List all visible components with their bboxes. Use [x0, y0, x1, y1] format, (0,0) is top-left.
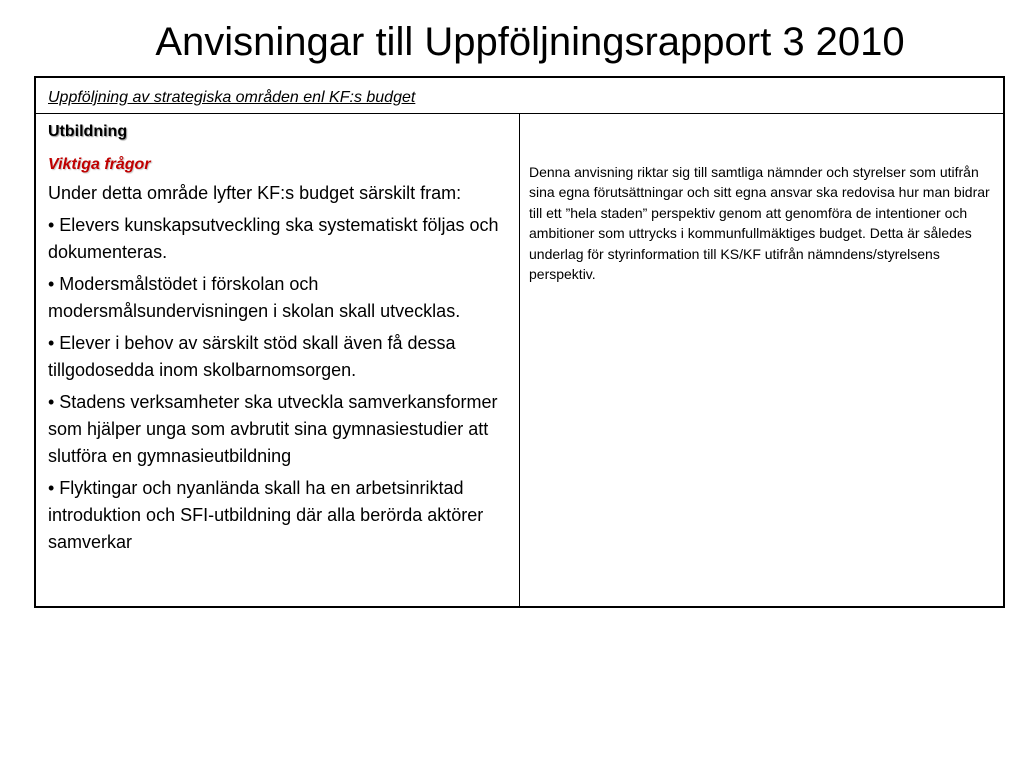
intro-text: Under detta område lyfter KF:s budget särskilt fram: — [48, 182, 462, 203]
table-header-row — [35, 77, 1004, 113]
bullet-list — [48, 212, 509, 556]
page-title: Anvisningar till Uppföljningsrapport 3 2010 — [155, 20, 905, 64]
guidance-table — [34, 76, 1005, 608]
table-header-text: Uppföljning av strategiska områden enl KF:s budget — [48, 89, 416, 106]
instruction-cell — [520, 113, 1005, 607]
bullet-item: • Stadens verksamheter ska utveckla samverkansformer som hjälper unga som avbrutit sina gymnasiestudier att slutföra en gymnasieutbildning — [48, 392, 498, 466]
section-heading: Utbildning — [48, 122, 128, 140]
table-body-row — [35, 113, 1004, 607]
instruction-text: Denna anvisning riktar sig till samtliga nämnder och styrelser som utifrån sina egna förutsättningar och sitt egna ansvar ska redovisa hur man bidrar till ett ”hela staden” perspektiv genom att genomföra de intentioner och ambitioner som uttrycks i kommunfullmäktiges budget. Detta är således underlag för styrinformation till KS/KF utifrån nämndens/styrelsens perspektiv. — [529, 163, 990, 282]
bullet-item: • Modersmålstödet i förskolan och modersmålsundervisningen i skolan skall utvecklas. — [48, 274, 461, 321]
bullet-item: • Elevers kunskapsutveckling ska systematiskt följas och dokumenteras. — [48, 215, 499, 262]
education-cell — [35, 113, 520, 607]
table-header-cell — [35, 77, 1004, 113]
bullet-item: • Elever i behov av särskilt stöd skall även få dessa tillgodosedda inom skolbarnomsorgen. — [48, 333, 456, 380]
bullet-item: • Flyktingar och nyanlända skall ha en arbetsinriktad introduktion och SFI-utbildning där alla berörda aktörer samverkar — [48, 478, 484, 552]
sub-heading: Viktiga frågor — [48, 155, 151, 173]
